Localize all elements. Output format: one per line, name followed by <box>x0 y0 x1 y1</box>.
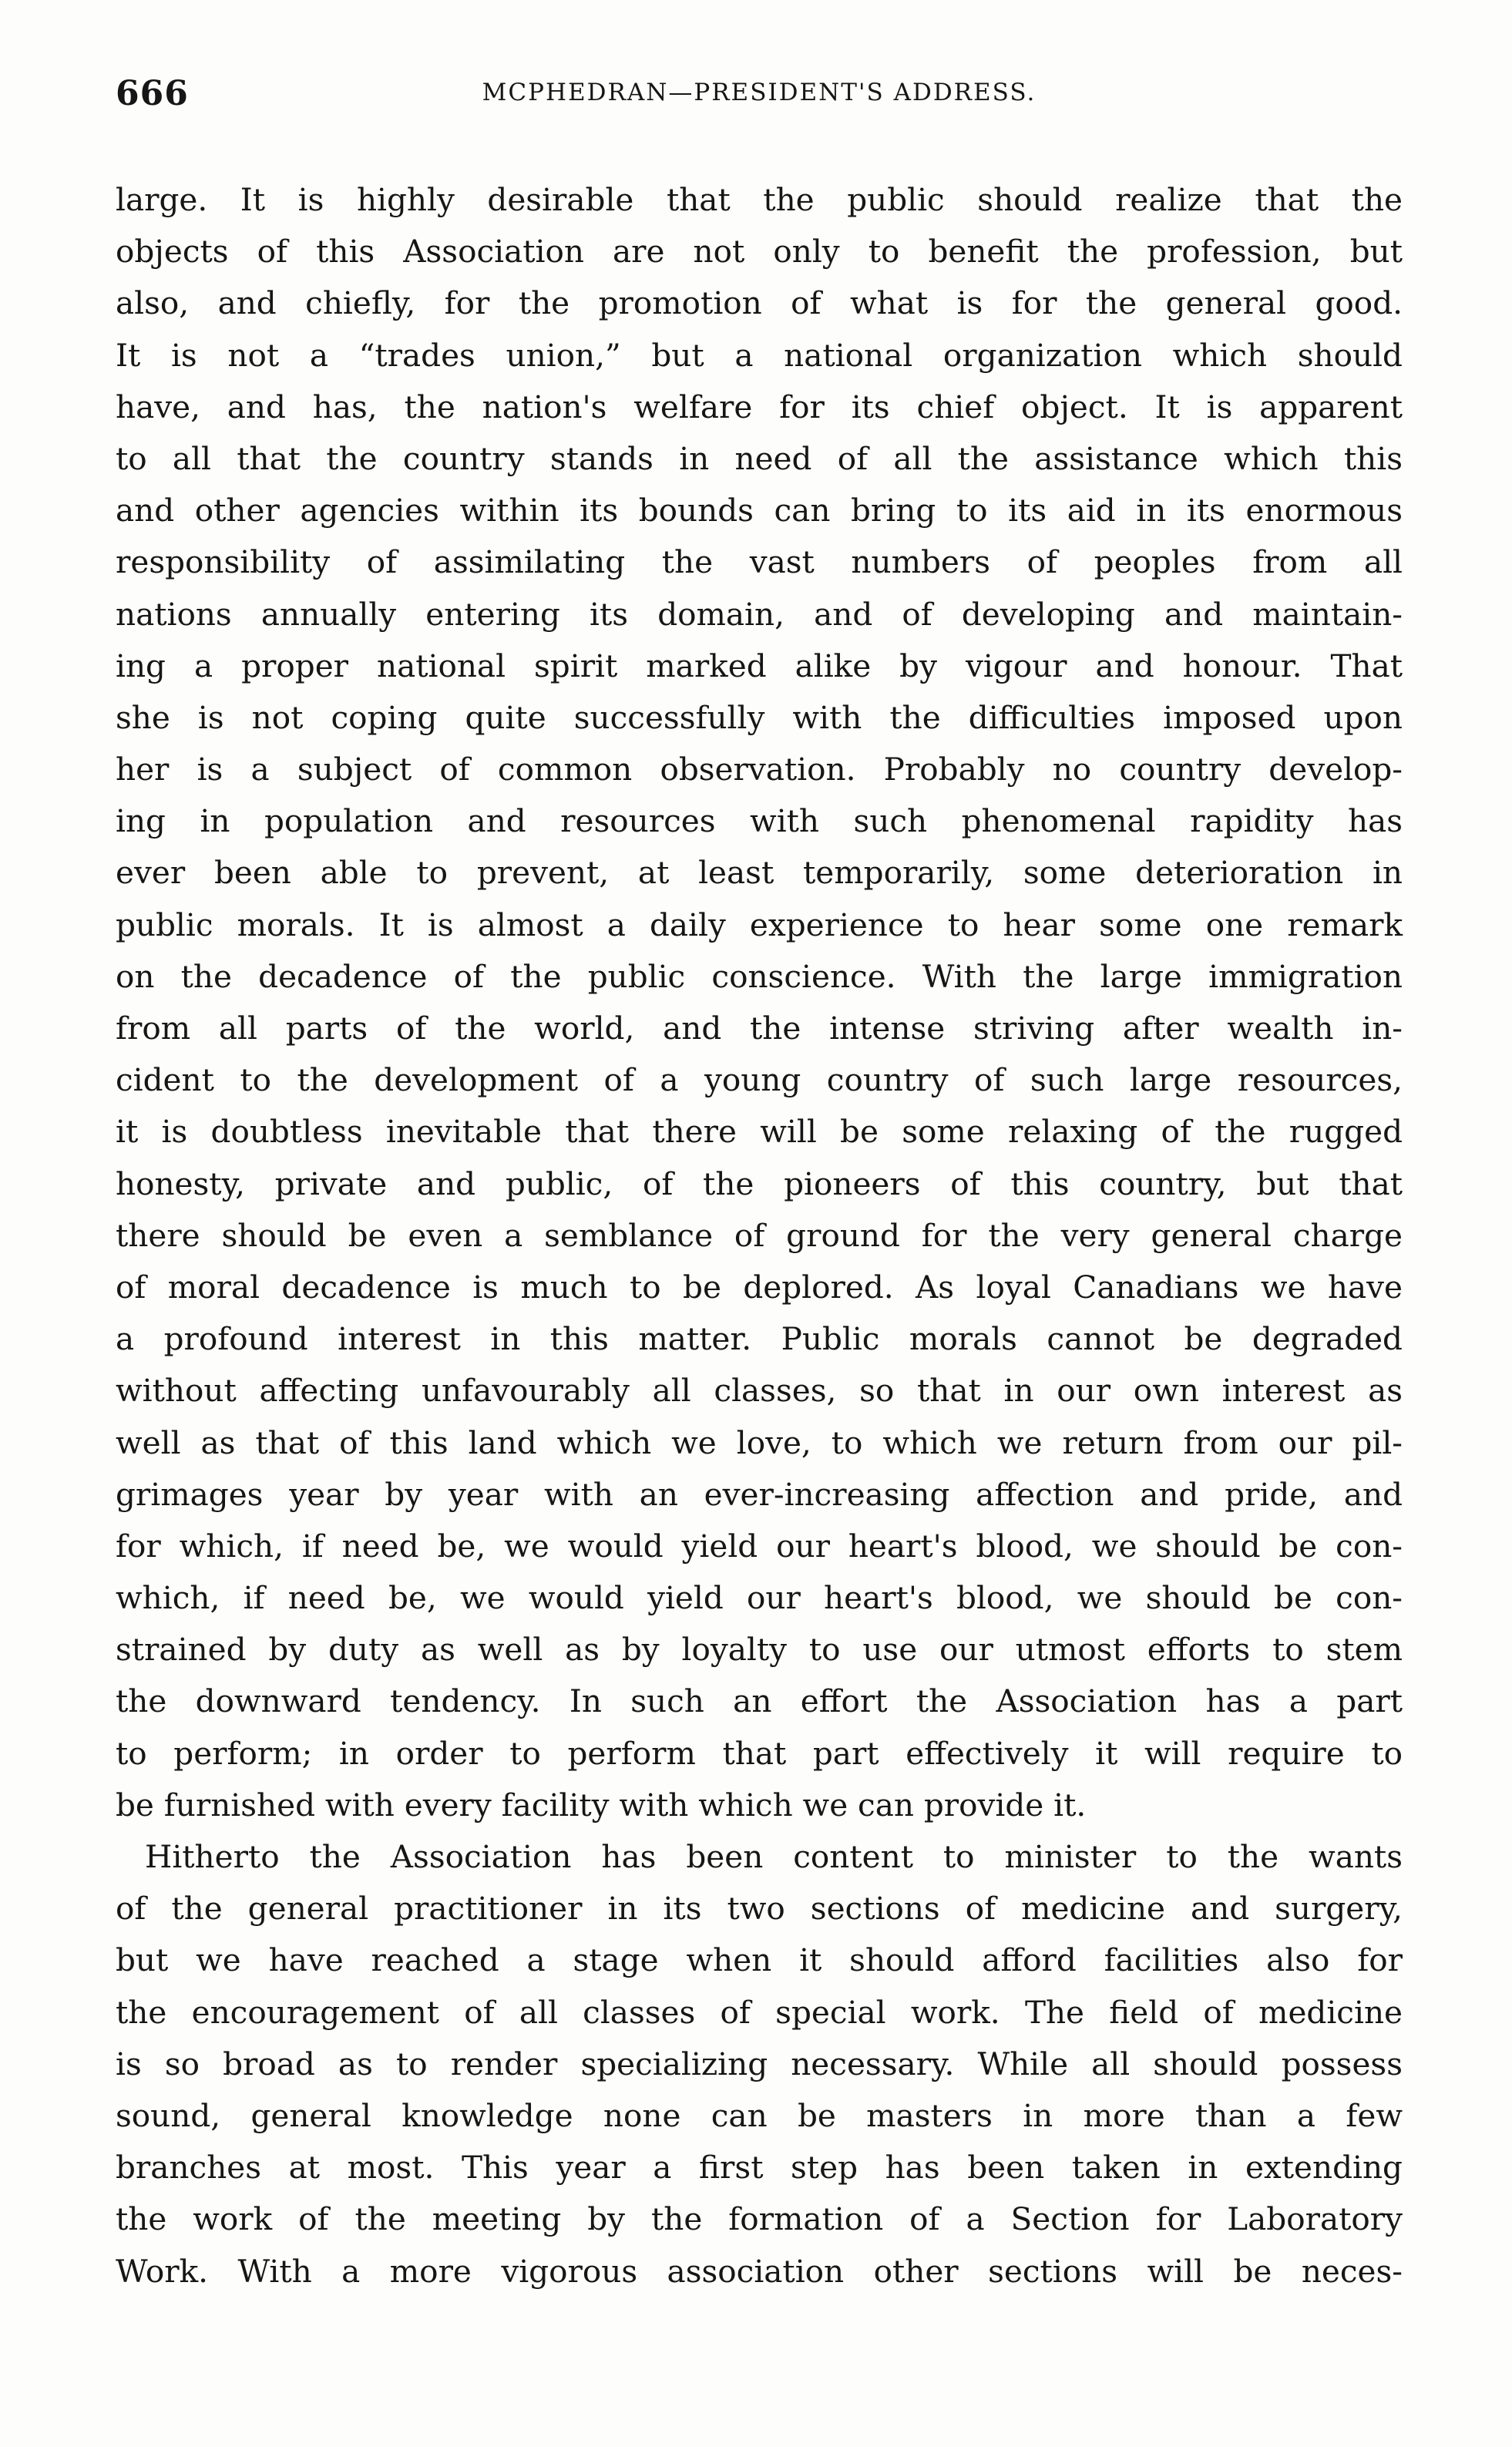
running-head: MCPHEDRAN—PRESIDENT'S ADDRESS. <box>482 79 1037 106</box>
text-line: strained by duty as well as by loyalty to use our utmost efforts to stem <box>116 1631 1403 1669</box>
text-line: have, and has, the nation's welfare for its chief object. It is apparent <box>116 388 1403 425</box>
text-line: ing a proper national spirit marked alike by vigour and honour. That <box>116 647 1403 684</box>
text-line: to all that the country stands in need of all the assistance which this <box>116 439 1403 477</box>
text-line: from all parts of the world, and the intense striving after wealth in- <box>116 1010 1403 1047</box>
text-line: large. It is highly desirable that the public should realize that the <box>116 181 1403 218</box>
text-line: also, and chiefly, for the promotion of what is for the general good. <box>116 284 1403 322</box>
text-line: responsibility of assimilating the vast numbers of peoples from all <box>116 543 1403 581</box>
text-line: which, if need be, we would yield our heart's blood, we should be con- <box>116 1579 1403 1617</box>
text-line: for which, if need be, we would yield our heart's blood, we should be con- <box>116 1527 1403 1565</box>
text-line: sound, general knowledge none can be masters in more than a few <box>116 2096 1403 2134</box>
page-number: 666 <box>116 74 189 113</box>
text-line: a profound interest in this matter. Public morals cannot be degraded <box>116 1320 1403 1358</box>
text-line: Hitherto the Association has been content to minister to the wants <box>145 1838 1403 1875</box>
text-line: branches at most. This year a first step has been taken in extending <box>116 2149 1403 2187</box>
text-line: objects of this Association are not only to benefit the profession, but <box>116 233 1403 271</box>
text-line: nations annually entering its domain, and of developing and maintain- <box>116 595 1403 633</box>
text-line: is so broad as to render specializing necessary. While all should possess <box>116 2045 1403 2082</box>
text-line: to perform; in order to perform that part effectively it will require to <box>116 1734 1403 1772</box>
text-line: cident to the development of a young country of such large resources, <box>116 1061 1403 1099</box>
page-header <box>116 74 1403 128</box>
text-line: Work. With a more vigorous association other sections will be neces- <box>116 2252 1403 2290</box>
text-line: ing in population and resources with such phenomenal rapidity has <box>116 802 1403 840</box>
body-text <box>116 174 1403 2297</box>
text-line: and other agencies within its bounds can bring to its aid in its enormous <box>116 492 1403 529</box>
text-line: her is a subject of common observation. Probably no country develop- <box>116 751 1403 788</box>
text-line: there should be even a semblance of ground for the very general charge <box>116 1216 1403 1254</box>
text-line: ever been able to prevent, at least temporarily, some deterioration in <box>116 854 1403 892</box>
text-line: of the general practitioner in its two sections of medicine and surgery, <box>116 1890 1403 1928</box>
text-line: be furnished with every facility with which we can provide it. <box>116 1786 1087 1823</box>
text-line: on the decadence of the public conscience. With the large immigration <box>116 957 1403 995</box>
text-line: but we have reached a stage when it should afford facilities also for <box>116 1941 1403 1979</box>
text-line: of moral decadence is much to be deplored. As loyal Canadians we have <box>116 1268 1403 1306</box>
text-line: public morals. It is almost a daily experience to hear some one remark <box>116 906 1403 943</box>
text-line: honesty, private and public, of the pioneers of this country, but that <box>116 1165 1403 1202</box>
text-line: the encouragement of all classes of special work. The field of medicine <box>116 1993 1403 2031</box>
text-line: It is not a “trades union,” but a national organization which should <box>116 336 1403 374</box>
text-line: the downward tendency. In such an effort the Association has a part <box>116 1682 1403 1720</box>
text-line: grimages year by year with an ever-increasing affection and pride, and <box>116 1475 1403 1513</box>
text-line: the work of the meeting by the formation of a Section for Laboratory <box>116 2200 1403 2238</box>
text-line: well as that of this land which we love, to which we return from our pil- <box>116 1423 1403 1461</box>
text-line: it is doubtless inevitable that there will be some relaxing of the rugged <box>116 1113 1403 1151</box>
text-line: she is not coping quite successfully with the difficulties imposed upon <box>116 698 1403 736</box>
text-line: without affecting unfavourably all classes, so that in our own interest as <box>116 1372 1403 1410</box>
